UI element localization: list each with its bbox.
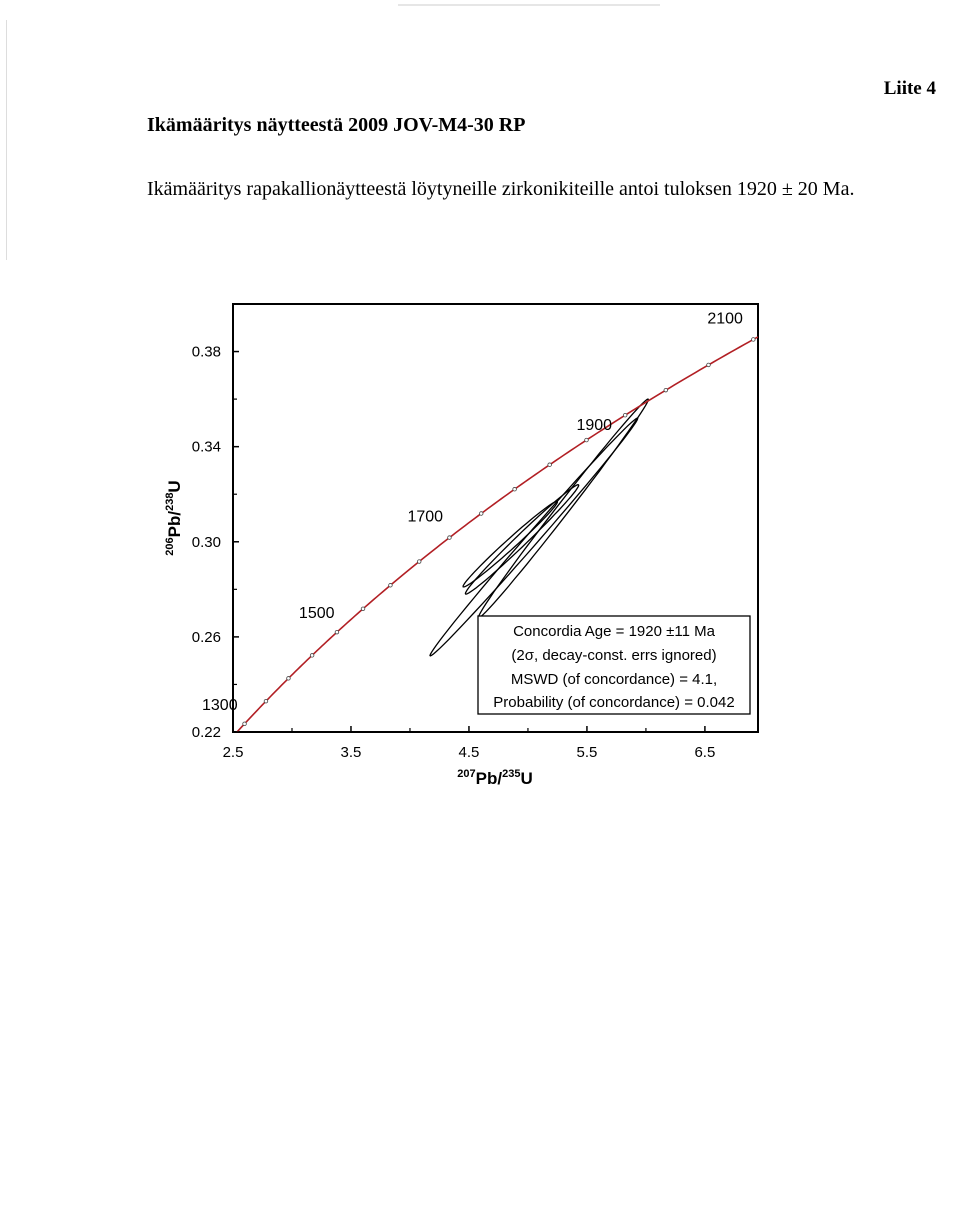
concordia-age-label: 1900 [576, 417, 613, 435]
result-line-3: MSWD (of concordance) = 4.1, [510, 671, 718, 688]
concordia-age-marker [513, 487, 517, 491]
concordia-result-box [478, 616, 750, 714]
concordia-age-marker [664, 388, 668, 392]
x-tick-label: 6.5 [694, 744, 716, 761]
concordia-age-marker [448, 536, 452, 540]
x-tick-label: 5.5 [576, 744, 598, 761]
result-line-4: Probability (of concordance) = 0.042 [493, 694, 735, 711]
y-tick-label: 0.22 [191, 724, 221, 741]
x-tick-label: 2.5 [222, 744, 244, 761]
concordia-age-label: 2100 [707, 310, 743, 328]
y-tick-label: 0.30 [191, 533, 221, 551]
concordia-age-marker [707, 363, 711, 367]
x-axis-label: $^{207}$Pb/$^{235}$U [457, 768, 533, 788]
y-tick-label: 0.26 [191, 628, 221, 646]
concordia-curve-group [186, 310, 758, 790]
error-ellipse [478, 399, 648, 618]
concordia-age-marker [361, 607, 365, 611]
concordia-age-marker [243, 722, 247, 726]
concordia-age-marker [335, 630, 339, 634]
document-text: Ikämääritys rapakallionäytteestä löytyneille zirkonikiteille antoi tuloksen 1920 ± 20 Ma. [147, 178, 855, 200]
concordia-age-label: 1300 [202, 697, 238, 714]
concordia-age-label: 1500 [298, 605, 335, 623]
concordia-age-marker [479, 512, 483, 516]
concordia-age-marker [585, 438, 589, 442]
concordia-age-marker [389, 583, 393, 587]
concordia-age-marker [417, 560, 421, 564]
appendix-label: Liite 4 [883, 78, 936, 99]
y-axis-label: $^{206}$Pb/$^{238}$U [164, 480, 184, 556]
concordia-age-label: 1700 [407, 508, 444, 526]
concordia-age-marker [310, 654, 314, 658]
result-line-1: Concordia Age = 1920 ±11 Ma [513, 623, 715, 640]
concordia-age-marker [287, 677, 291, 681]
y-tick-label: 0.38 [191, 343, 221, 361]
x-tick-label: 4.5 [458, 744, 480, 761]
concordia-age-marker [623, 413, 627, 417]
concordia-age-marker [264, 699, 268, 703]
concordia-curve [186, 337, 758, 791]
concordia-age-marker [548, 463, 552, 467]
result-line-2: (2σ, decay-const. errs ignored) [511, 647, 717, 664]
concordia-age-marker [752, 338, 756, 342]
document-title: Ikämääritys näytteestä 2009 JOV-M4-30 RP [147, 114, 526, 136]
x-tick-label: 3.5 [340, 744, 362, 761]
y-tick-label: 0.34 [191, 438, 221, 456]
